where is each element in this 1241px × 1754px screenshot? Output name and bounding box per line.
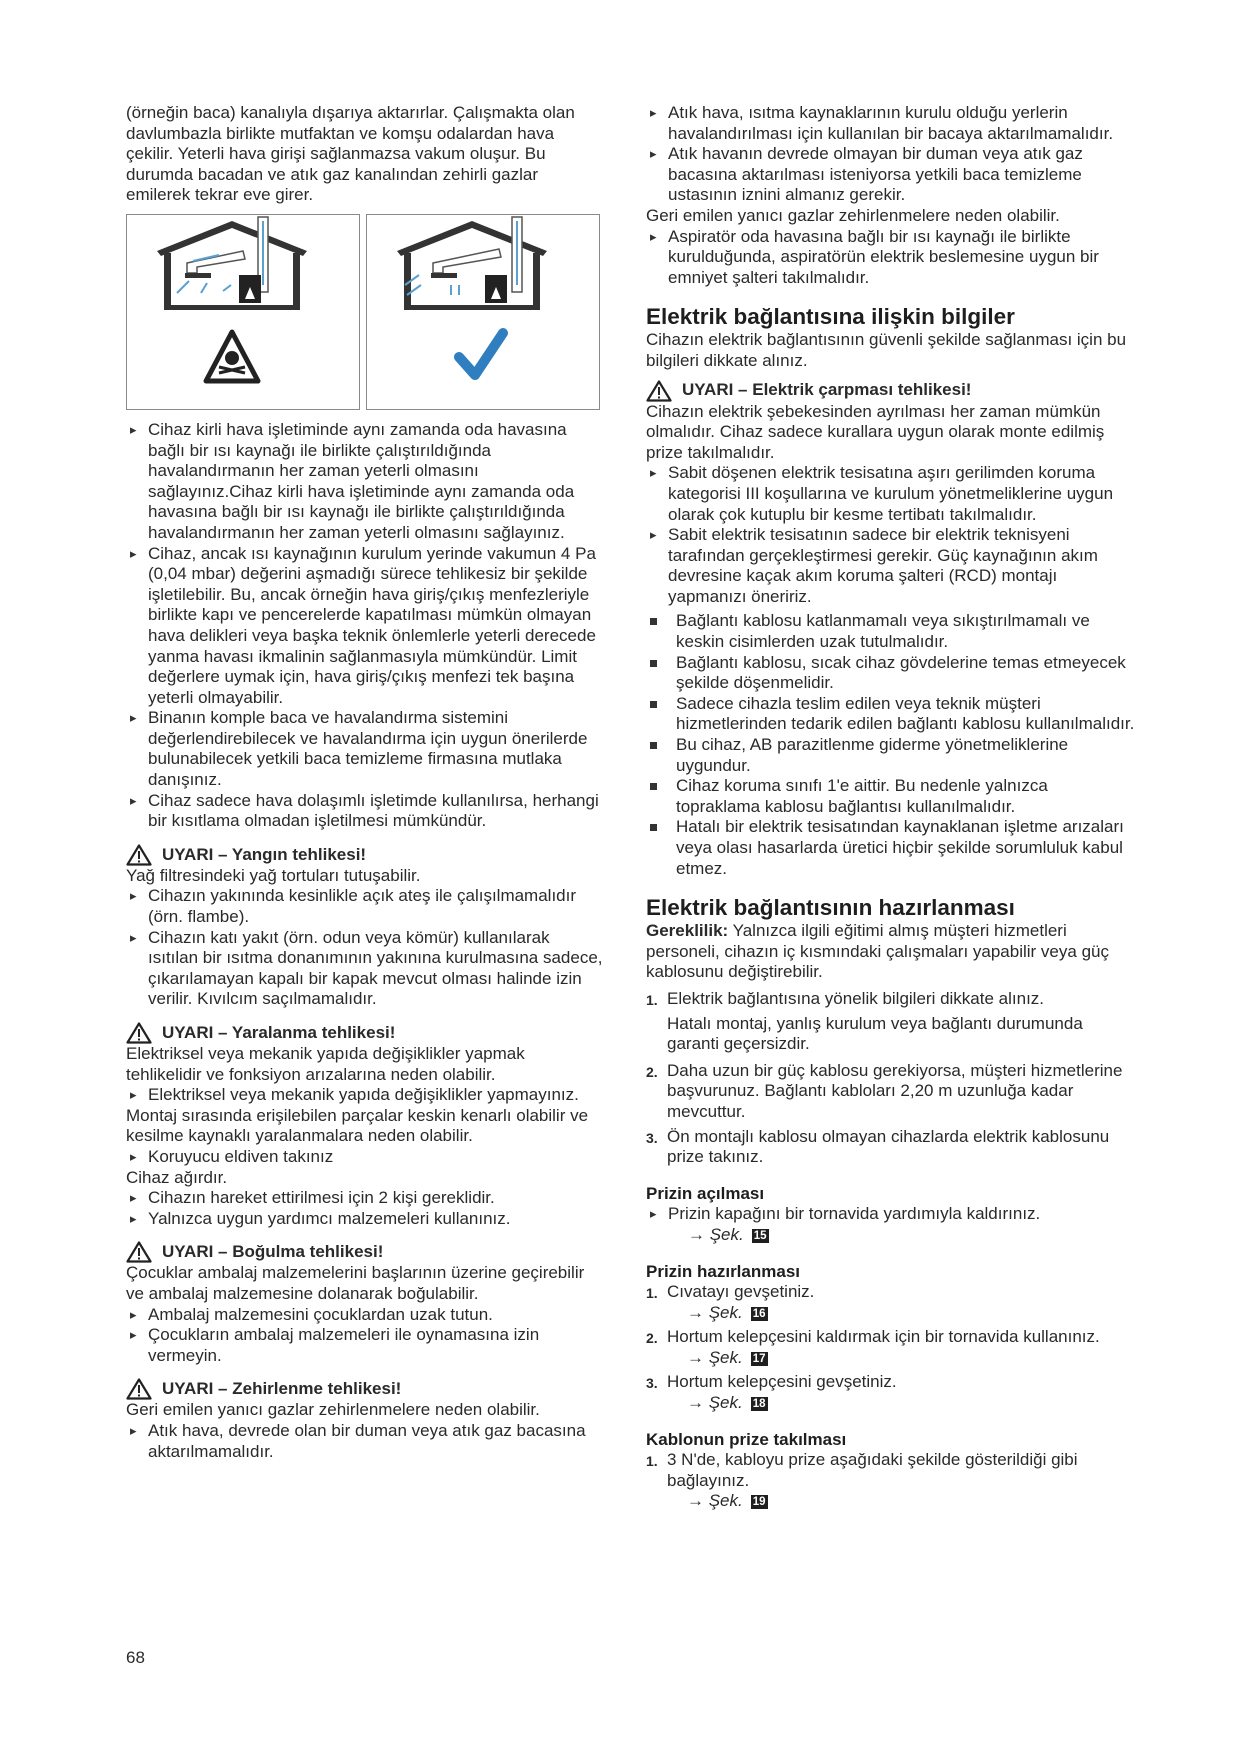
injury-warning-text3: Cihaz ağırdır. xyxy=(126,1167,228,1187)
bullet-item: ▸ Binanın komple baca ve havalandırma sistemini değerlendirebilecek ve havalandırma için uygun önerilerde bulunabilecek yetkili baca temizleme firmasına mutlaka danışınız. xyxy=(126,708,604,790)
figure-badge: 17 xyxy=(752,1352,766,1365)
injury-warning-heading xyxy=(126,1022,604,1044)
bullet-item: ▸ Sabit döşenen elektrik tesisatına aşırı gerilimden koruma kategorisi III koşullarına ve kurulum yönetmeliklerine uygun olarak çok kutuplu bir kesme tertibatı takılmalıdır. xyxy=(646,463,1136,525)
right-column xyxy=(646,103,1136,1512)
bullet-item: ▸ Atık hava, devrede olan bir duman veya atık gaz bacasına aktarılmamalıdır. xyxy=(126,1421,604,1462)
poison-warning-heading xyxy=(126,1378,604,1400)
elec-info-heading: Elektrik bağlantısına ilişkin bilgiler xyxy=(646,304,1015,330)
figure-badge: 15 xyxy=(753,1229,767,1242)
warning-triangle-icon xyxy=(126,1378,152,1400)
bullet-item: ▸ Elektriksel veya mekanik yapıda değişiklikler yapmayınız. xyxy=(126,1085,604,1106)
square-bullet-item: Cihaz koruma sınıfı 1'e aittir. Bu nedenle yalnızca topraklama kablosu bağlantısı kullanılmalıdır. xyxy=(646,776,1136,817)
bullet-item: ▸ Cihazın yakınında kesinlikle açık ateş ile çalışılmamalıdır (örn. flambe). xyxy=(126,886,604,927)
intro-text: (örneğin baca) kanalıyla dışarıya aktarırlar. Çalışmakta olan davlumbazla birlikte mutfaktan ve komşu odalardan hava çekilir. Yeterli hava girişi sağlanmazsa vakum oluşur. Bu durumda bacadan ve atık gaz kanalından zehirli gazlar emilerek tekrar eve girer. xyxy=(126,103,575,205)
bullet-item: ▸ Cihaz sadece hava dolaşımlı işletimde kullanılırsa, herhangi bir kısıtlama olmadan işletilmesi mümkündür. xyxy=(126,791,604,832)
left-column xyxy=(126,103,604,1462)
bullet-item: ▸ Prizin kapağını bir tornavida yardımıyla kaldırınız. → Şek. 15 xyxy=(646,1204,1136,1245)
page-number: 68 xyxy=(126,1648,145,1667)
warning-triangle-icon xyxy=(646,380,672,402)
warning-triangle-icon xyxy=(126,1241,152,1263)
elec-info-intro: Cihazın elektrik bağlantısının güvenli şekilde sağlanması için bu bilgileri dikkate alınız. xyxy=(646,330,1127,370)
numbered-step: 1. Cıvatayı gevşetiniz. → Şek. 16 xyxy=(646,1282,1136,1323)
fire-warning-title: UYARI – Yangın tehlikesi! xyxy=(162,844,367,864)
numbered-step: 3. Hortum kelepçesini gevşetiniz. → Şek. 18 xyxy=(646,1372,1136,1413)
elec-prep-heading: Elektrik bağlantısının hazırlanması xyxy=(646,895,1015,921)
requirement-text: Gereklilik: Yalnızca ilgili eğitimi almış müşteri hizmetleri personeli, cihazın iç kısmındaki çalışmaları yapabilir veya güç kablosunu değiştirebilir. xyxy=(646,921,1109,982)
house-diagram-correct xyxy=(367,215,598,408)
bullet-item: ▸ Cihazın katı yakıt (örn. odun veya kömür) kullanılarak ısıtılan bir ısıtma donanımının yakınına kurulmasına sadece, çıkarılamayan kapalı bir kapak mevcut olması halinde izin verilir. Kıvılcım saçılmamalıdır. xyxy=(126,928,604,1010)
bullet-item: ▸ Yalnızca uygun yardımcı malzemeleri kullanınız. xyxy=(126,1209,604,1230)
bullet-item: ▸ Cihazın hareket ettirilmesi için 2 kişi gereklidir. xyxy=(126,1188,604,1209)
bullet-item: ▸ Atık hava, ısıtma kaynaklarının kurulu olduğu yerlerin havalandırılması için kullanılan bir bacaya aktarılmamalıdır. xyxy=(646,103,1136,144)
injury-warning-title: UYARI – Yaralanma tehlikesi! xyxy=(162,1022,396,1042)
bullet-item: ▸ Koruyucu eldiven takınız xyxy=(126,1147,604,1168)
step-note: Hatalı montaj, yanlış kurulum veya bağlantı durumunda garanti geçersizdir. xyxy=(667,1013,1083,1054)
poison-warning-title: UYARI – Zehirlenme tehlikesi! xyxy=(162,1379,402,1399)
socket-prep-heading: Prizin hazırlanması xyxy=(646,1261,800,1281)
ventilation-figure xyxy=(126,214,604,410)
bullet-item: ▸ Cihaz kirli hava işletiminde aynı zamanda oda havasına bağlı bir ısı kaynağı ile birlikte çalıştırıldığında havalandırmanın her zaman yeterli olmasını sağlayınız.Cihaz kirli hava işletiminde aynı zamanda oda havasına bağlı bir ısı kaynağı ile birlikte çalıştırıldığında havalandırmanın her zaman yeterli olmasını sağlayınız. xyxy=(126,420,604,544)
figure-reference[interactable]: → Şek. 18 xyxy=(687,1393,766,1413)
bullet-item: ▸ Ambalaj malzemesini çocuklardan uzak tutun. xyxy=(126,1305,604,1326)
fire-warning-heading xyxy=(126,844,604,866)
fire-warning-text: Yağ filtresindeki yağ tortuları tutuşabilir. xyxy=(126,865,421,885)
figure-panel-correct xyxy=(366,214,600,410)
bullet-item: ▸ Atık havanın devrede olmayan bir duman veya atık gaz bacasına aktarılması isteniyorsa yetkili baca temizleme ustasının iznini almanız gerekir. xyxy=(646,144,1136,206)
injury-warning-text2: Montaj sırasında erişilebilen parçalar keskin kenarlı olabilir ve kesilme kaynaklı yaralanmalara neden olabilir. xyxy=(126,1105,589,1146)
square-bullet-item: Bağlantı kablosu katlanmamalı veya sıkıştırılmamalı ve keskin cisimlerden uzak tutulmalıdır. xyxy=(646,611,1136,652)
figure-reference[interactable]: → Şek. 19 xyxy=(687,1491,766,1511)
square-bullet-item: Sadece cihazla teslim edilen veya teknik müşteri hizmetlerinden tedarik edilen bağlantı kablosu kullanılmalıdır. xyxy=(646,694,1136,735)
warning-triangle-icon xyxy=(126,1022,152,1044)
warning-triangle-icon xyxy=(126,844,152,866)
figure-badge: 19 xyxy=(752,1496,766,1509)
figure-reference[interactable]: → Şek. 17 xyxy=(687,1347,766,1367)
shock-warning-text: Cihazın elektrik şebekesinden ayrılması her zaman mümkün olmalıdır. Cihaz sadece kurallara uygun olarak monte edilmiş prize takılmalıdır. xyxy=(646,401,1105,462)
square-bullet-item: Bağlantı kablosu, sıcak cihaz gövdelerine temas etmeyecek şekilde döşenmelidir. xyxy=(646,653,1136,694)
shock-warning-heading xyxy=(646,380,1136,402)
figure-badge: 18 xyxy=(752,1398,766,1411)
house-diagram-wrong xyxy=(127,215,358,408)
numbered-step: 2. Hortum kelepçesini kaldırmak için bir tornavida kullanınız. → Şek. 17 xyxy=(646,1327,1136,1368)
shock-warning-title: UYARI – Elektrik çarpması tehlikesi! xyxy=(682,380,972,400)
square-bullet-item: Bu cihaz, AB parazitlenme giderme yönetmeliklerine uygundur. xyxy=(646,735,1136,776)
choke-warning-title: UYARI – Boğulma tehlikesi! xyxy=(162,1242,384,1262)
figure-panel-wrong xyxy=(126,214,360,410)
plug-heading: Kablonun prize takılması xyxy=(646,1429,847,1449)
square-bullet-item: Hatalı bir elektrik tesisatından kaynaklanan işletme arızaları veya olası hasarlarda üretici hiçbir şekilde sorumluluk kabul etmez. xyxy=(646,817,1136,879)
choke-warning-text: Çocuklar ambalaj malzemelerini başlarının üzerine geçirebilir ve ambalaj malzemesine dolanarak boğulabilir. xyxy=(126,1263,585,1303)
requirement-label: Gereklilik: xyxy=(646,921,729,941)
bullet-item: ▸ Çocukların ambalaj malzemeleri ile oynamasına izin vermeyin. xyxy=(126,1325,604,1366)
numbered-step: 1. Elektrik bağlantısına yönelik bilgileri dikkate alınız. xyxy=(646,988,1045,1008)
bullet-item: ▸ Sabit elektrik tesisatının sadece bir elektrik teknisyeni tarafından gerçekleştirmesi gerekir. Güç kaynağının akım devresine kaçak akım koruma şalteri (RCD) montajı yapmanızı öneririz. xyxy=(646,525,1136,607)
choke-warning-heading xyxy=(126,1241,604,1263)
poison-warning-text: Geri emilen yanıcı gazlar zehirlenmelere neden olabilir. xyxy=(126,1400,540,1420)
numbered-step: 3. Ön montajlı kablosu olmayan cihazlarda elektrik kablosunu prize takınız. xyxy=(646,1126,1110,1167)
injury-warning-text: Elektriksel veya mekanik yapıda değişiklikler yapmak tehlikelidir ve fonksiyon arızalarına neden olabilir. xyxy=(126,1044,525,1084)
bullet-item: ▸ Aspiratör oda havasına bağlı bir ısı kaynağı ile birlikte kurulduğunda, aspiratörün elektrik beslemesine uygun bir emniyet şalteri takılmalıdır. xyxy=(646,227,1136,289)
numbered-step: 1. 3 N'de, kabloyu prize aşağıdaki şekilde gösterildiği gibi bağlayınız. → Şek. 19 xyxy=(646,1450,1136,1512)
gas-warning-text: Geri emilen yanıcı gazlar zehirlenmelere neden olabilir. xyxy=(646,205,1060,225)
figure-reference[interactable]: → Şek. 16 xyxy=(687,1302,766,1322)
bullet-item: ▸ Cihaz, ancak ısı kaynağının kurulum yerinde vakumun 4 Pa (0,04 mbar) değerini aşmadığı sürece tehlikesiz bir şekilde işletilebilir. Bu, ancak örneğin hava giriş/çıkış menfezleriyle birlikte kapı ve pencerelerde kapatılması mümkün olmayan hava delikleri veya başka teknik önlemlerle yeterli derecede yanma havası ikmalinin sağlanmasıyla mümkündür. Limit değerlere uymak için, hava giriş/çıkış menfezi tek başına yeterli olmayabilir. xyxy=(126,544,604,709)
numbered-step: 2. Daha uzun bir güç kablosu gerekiyorsa, müşteri hizmetlerine başvurunuz. Bağlantı kabloları 2,20 m uzunluğa kadar mevcuttur. xyxy=(646,1060,1123,1121)
figure-reference[interactable]: → Şek. 15 xyxy=(688,1224,767,1244)
figure-badge: 16 xyxy=(752,1307,766,1320)
socket-open-heading: Prizin açılması xyxy=(646,1183,765,1203)
checkmark-icon xyxy=(459,333,503,375)
